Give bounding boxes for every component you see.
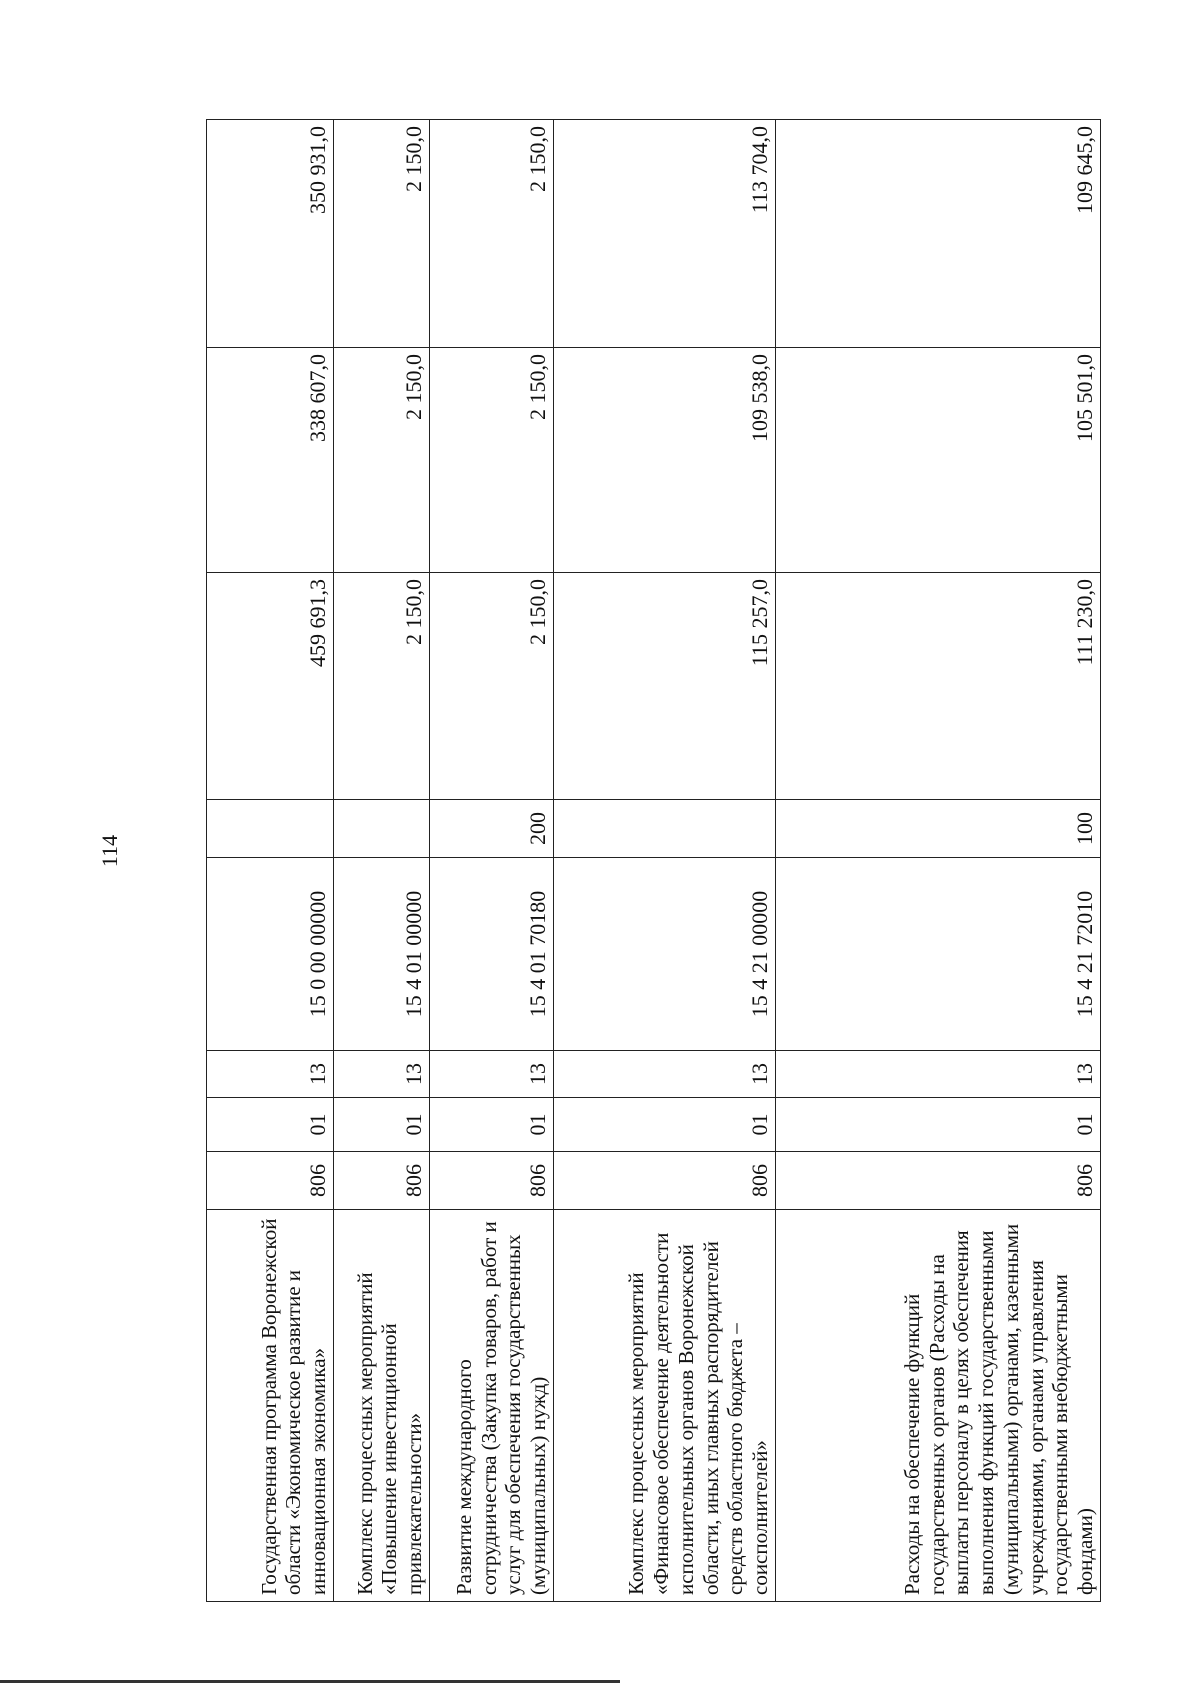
row-name: Государственная программа Воронежской области «Экономическое развитие и инновационная экономика» (207, 1210, 334, 1602)
pr-code: 13 (430, 1051, 554, 1098)
grbs-code: 806 (334, 1152, 430, 1210)
value-year-1: 2 150,0 (430, 573, 554, 800)
rz-code: 01 (207, 1098, 334, 1152)
grbs-code: 806 (554, 1152, 776, 1210)
vr-code: 200 (430, 800, 554, 858)
csr-code: 15 4 01 70180 (430, 858, 554, 1051)
rz-code: 01 (554, 1098, 776, 1152)
table-row (207, 120, 334, 1602)
pr-code: 13 (776, 1051, 1101, 1098)
table-row (430, 120, 554, 1602)
table-row (554, 120, 776, 1602)
csr-code: 15 4 01 00000 (334, 858, 430, 1051)
value-year-3: 350 931,0 (207, 120, 334, 348)
vr-code (207, 800, 334, 858)
value-year-2: 109 538,0 (554, 348, 776, 573)
grbs-code: 806 (776, 1152, 1101, 1210)
budget-table (206, 119, 1101, 1602)
vr-code (554, 800, 776, 858)
rz-code: 01 (334, 1098, 430, 1152)
vr-code: 100 (776, 800, 1101, 858)
rz-code: 01 (430, 1098, 554, 1152)
value-year-3: 113 704,0 (554, 120, 776, 348)
row-name: Комплекс процессных мероприятий «Финансовое обеспечение деятельности исполнительных органов Воронежской области, иных главных распорядителей средств областного бюджета – соисполнителей» (554, 1210, 776, 1602)
value-year-3: 2 150,0 (430, 120, 554, 348)
value-year-2: 105 501,0 (776, 348, 1101, 573)
pr-code: 13 (334, 1051, 430, 1098)
value-year-1: 2 150,0 (334, 573, 430, 800)
grbs-code: 806 (430, 1152, 554, 1210)
csr-code: 15 0 00 00000 (207, 858, 334, 1051)
value-year-3: 109 645,0 (776, 120, 1101, 348)
row-name: Расходы на обеспечение функций государственных органов (Расходы на выплаты персоналу в целях обеспечения выполнения функций государственными (муниципальными) органами, казенными учреждениями, органами управления государственными внебюджетными фондами) (776, 1210, 1101, 1602)
value-year-1: 459 691,3 (207, 573, 334, 800)
row-name: Развитие международного сотрудничества (Закупка товаров, работ и услуг для обеспечения государственных (муниципальных) нужд) (430, 1210, 554, 1602)
table-row (776, 120, 1101, 1602)
value-year-3: 2 150,0 (334, 120, 430, 348)
pr-code: 13 (207, 1051, 334, 1098)
rz-code: 01 (776, 1098, 1101, 1152)
row-name: Комплекс процессных мероприятий «Повышение инвестиционной привлекательности» (334, 1210, 430, 1602)
value-year-1: 111 230,0 (776, 573, 1101, 800)
csr-code: 15 4 21 72010 (776, 858, 1101, 1051)
table-row (334, 120, 430, 1602)
value-year-2: 2 150,0 (334, 348, 430, 573)
value-year-1: 115 257,0 (554, 573, 776, 800)
pr-code: 13 (554, 1051, 776, 1098)
value-year-2: 2 150,0 (430, 348, 554, 573)
page-bottom-rule (0, 1680, 620, 1683)
value-year-2: 338 607,0 (207, 348, 334, 573)
grbs-code: 806 (207, 1152, 334, 1210)
csr-code: 15 4 21 00000 (554, 858, 776, 1051)
page-number: 114 (97, 834, 122, 868)
vr-code (334, 800, 430, 858)
rotated-table-container (206, 120, 1100, 1602)
